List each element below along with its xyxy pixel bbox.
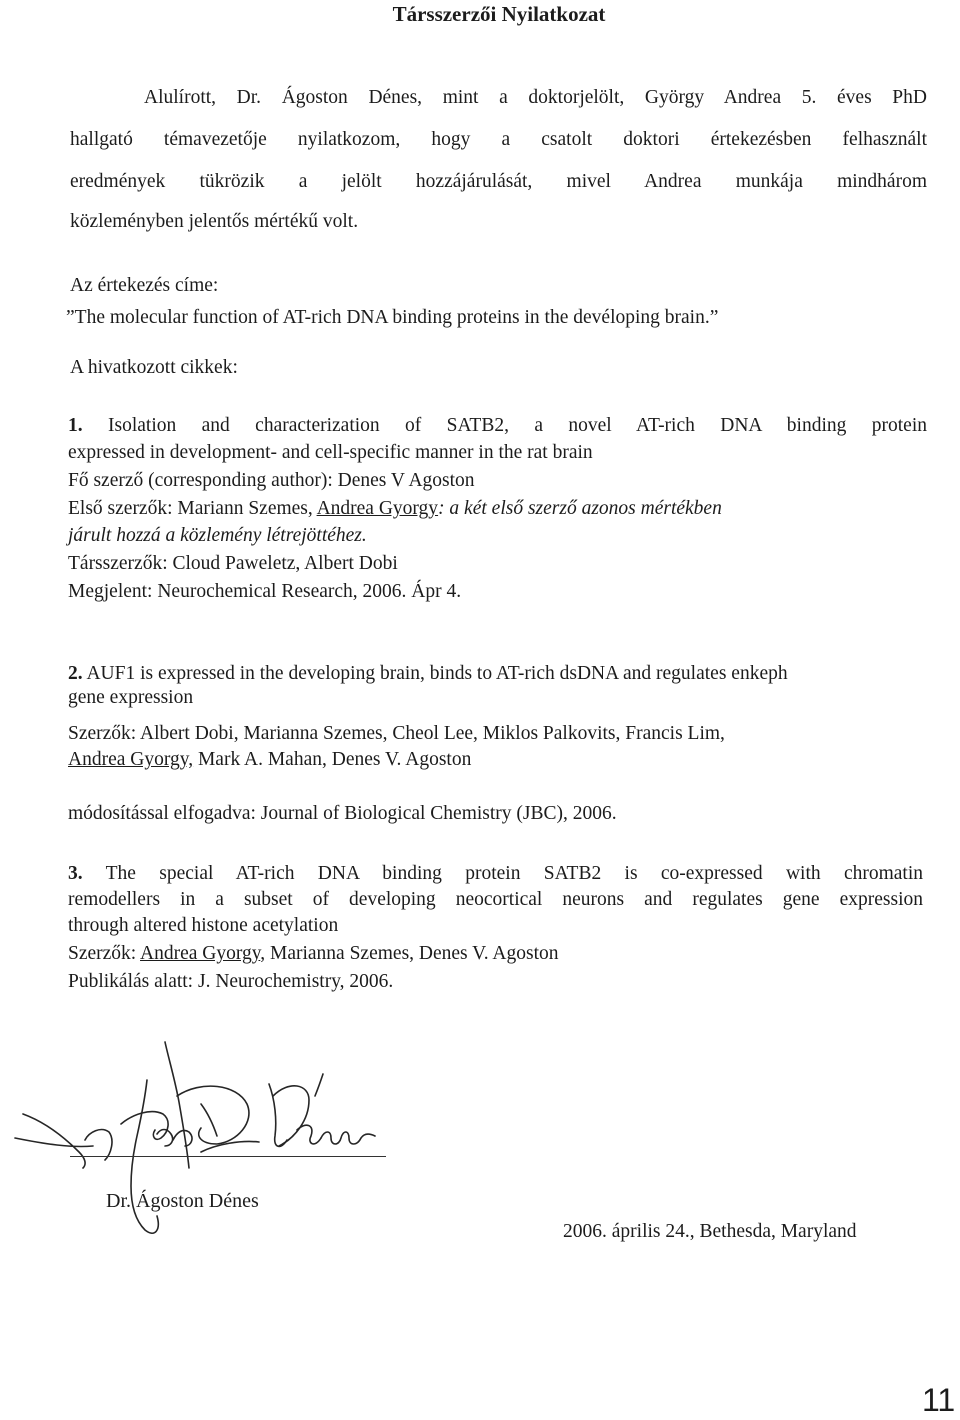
paper2-authors-line-1: Szerzők: Albert Dobi, Marianna Szemes, Cheol Lee, Miklos Palkovits, Francis Lim, [68,723,725,744]
date-and-place: 2006. április 24., Bethesda, Maryland [563,1221,857,1242]
paper1-title-line-2: expressed in development- and cell-specific manner in the rat brain [68,442,593,463]
intro-line-2: hallgató témavezetője nyilatkozom, hogy a csatolt doktori értekezésben felhasznált [70,129,927,150]
paper1-first-authors [68,497,722,521]
paper3-authors-rest: , Marianna Szemes, Denes V. Agoston [260,943,559,964]
paper3-authors [68,942,559,966]
paper3-authors-label: Szerzők: [68,943,141,964]
paper2-title: AUF1 is expressed in the developing brain, binds to AT-rich dsDNA and regulates enkeph [86,663,788,684]
paper2-authors-rest: Mark A. Mahan, Denes V. Agoston [193,749,472,770]
candidate-name-underlined: Andrea Gyorgy [316,498,439,519]
paper2-number: 2. [68,663,83,684]
paper1-title-line-1 [68,414,927,438]
paper1-corresponding: Fő szerző (corresponding author): Denes V Agoston [68,470,475,491]
cited-papers-label: A hivatkozott cikkek: [70,357,238,378]
thesis-title: ”The molecular function of AT-rich DNA binding proteins in the devéloping brain.” [66,307,719,328]
paper1-published: Megjelent: Neurochemical Research, 2006. Ápr 4. [68,581,462,602]
paper3-status: Publikálás alatt: J. Neurochemistry, 2006. [68,971,394,992]
paper1-first-note-line-2: járult hozzá a közlemény létrejöttéhez. [68,525,367,546]
paper2-title-line-1 [68,662,788,686]
paper1-coauthors: Társszerzők: Cloud Paweletz, Albert Dobi [68,553,398,574]
signature-line [70,1156,386,1157]
paper1-first-label: Első szerzők: Mariann Szemes, [68,498,317,519]
intro-line-1: Alulírott, Dr. Ágoston Dénes, mint a doktorjelölt, György Andrea 5. éves PhD [144,87,927,108]
paper3-title-line-3: through altered histone acetylation [68,915,339,936]
paper3-number: 3. [68,863,83,884]
paper1-number: 1. [68,415,83,436]
handwritten-signature [5,1040,395,1270]
document-title: Társszerzői Nyilatkozat [392,2,606,26]
paper3-title-line-2: remodellers in a subset of developing neocortical neurons and regulates gene expression [68,889,923,910]
candidate-name-underlined: Andrea Gyorgy, [68,749,194,770]
paper2-title-line-2: gene expression [68,687,194,708]
paper2-status: módosítással elfogadva: Journal of Biological Chemistry (JBC), 2006. [68,803,617,824]
signatory-name: Dr. Ágoston Dénes [106,1190,259,1212]
thesis-label: Az értekezés címe: [70,275,219,296]
paper1-title: Isolation and characterization of SATB2, a novel AT-rich DNA binding protein [108,415,928,436]
paper3-title: The special AT-rich DNA binding protein SATB2 is co-expressed with chromatin [105,863,924,884]
paper3-title-line-1 [68,862,923,886]
paper2-authors-line-2 [68,748,471,772]
intro-line-4: közleményben jelentős mértékű volt. [70,211,359,232]
intro-line-3: eredmények tükrözik a jelölt hozzájárulását, mivel Andrea munkája mindhárom [70,171,927,192]
candidate-name-underlined: Andrea Gyorgy [140,943,261,964]
page-number: 11 [922,1382,956,1418]
paper1-first-note: : a két első szerző azonos mértékben [438,498,722,519]
